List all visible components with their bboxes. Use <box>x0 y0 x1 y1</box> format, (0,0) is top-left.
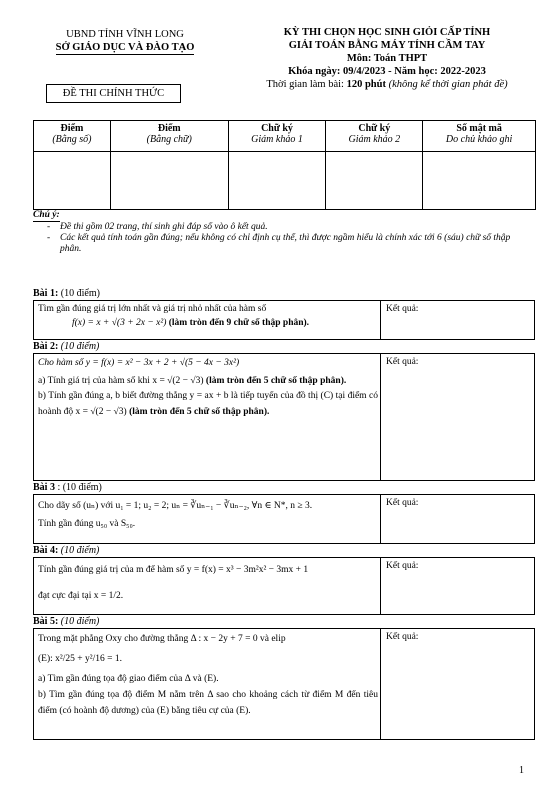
score-words-cell[interactable] <box>110 152 228 210</box>
province-name: UBND TỈNH VĨNH LONG <box>66 29 184 40</box>
official-exam-box: ĐỀ THI CHÍNH THỨC <box>46 84 181 103</box>
header-left <box>30 28 220 55</box>
problem-1-box <box>33 300 535 340</box>
note-item: - Các kết quả tính toán gần đúng; nếu không có chỉ định cụ thể, thì được ngầm hiểu là chính xác tới 6 (sáu) chữ số thập phân. <box>33 233 533 255</box>
problem-5-title: Bài 5: (10 điểm) <box>33 616 100 627</box>
problem-1-text: Tìm gần đúng giá trị lớn nhất và giá trị nhỏ nhất của hàm số f(x) = x + √(3 + 2x − x²) (làm tròn đến 9 chữ số thập phân). <box>38 304 310 328</box>
note-item: - Đề thi gồm 02 trang, thí sinh ghi đáp số vào ô kết quả. <box>33 222 533 233</box>
exam-title: KỲ THI CHỌN HỌC SINH GIỎI CẤP TỈNH <box>283 27 491 38</box>
problem-2-text: Cho hàm số y = f(x) = x² − 3x + 2 + √(5 − 4x − 3x²) a) Tính giá trị của hàm số khi x = √(2 − √3) (làm tròn đến 5 chữ số thập phân). b) Tính gần đúng a, b biết đường thẳng y = ax + b là tiếp tuyến của đồ thị (C) tại điểm có hoành độ x = √(2 − √3) (làm tròn đến 5 chữ số thập phân). <box>38 358 378 417</box>
problem-5-text: Trong mặt phẳng Oxy cho đường thẳng Δ : x − 2y + 7 = 0 và elip (E): x²/25 + y²/16 = 1. a) Tìm gần đúng tọa độ giao điểm của Δ và (E). b) Tìm gần đúng tọa độ điểm M nằm trên Δ sao cho khoảng cách từ điểm M đến tiêu điểm (có hoành độ dương) của (E) bằng tiêu cự của (E). <box>38 634 378 716</box>
problem-2-box <box>33 353 535 481</box>
signature-1-cell[interactable] <box>228 152 326 210</box>
result-label: Kết quả: <box>386 498 419 508</box>
exam-subtitle: GIẢI TOÁN BẰNG MÁY TÍNH CẦM TAY <box>288 40 486 51</box>
signature-col-1: Chữ ký Giám khảo 1 <box>228 121 326 152</box>
problem-3-title: Bài 3 : (10 điểm) <box>33 482 102 493</box>
result-label: Kết quả: <box>386 561 419 571</box>
problem-4-title: Bài 4: (10 điểm) <box>33 545 100 556</box>
result-label: Kết quả: <box>386 304 419 314</box>
problem-1-title: Bài 1: (10 điểm) <box>33 288 100 299</box>
problem-4-text: Tính gần đúng giá trị của m để hàm số y = f(x) = x³ − 3m²x² − 3mx + 1 đạt cực đại tại x = 1/2. <box>38 565 309 601</box>
signature-col-2: Chữ ký Giám khảo 2 <box>326 121 423 152</box>
problem-3-text: Cho dãy số (uₙ) với u₁ = 1; u₂ = 2; uₙ = ∛uₙ₋₁ − ∛uₙ₋₂, ∀n ∈ N*, n ≥ 3. Tính gần đúng u₅₀ và S₅₀. <box>38 501 313 529</box>
note-title: Chú ý: <box>33 210 60 220</box>
score-col-words: Điểm (Bằng chữ) <box>110 121 228 152</box>
page-number: 1 <box>519 765 524 776</box>
secret-code-cell[interactable] <box>423 152 536 210</box>
result-label: Kết quả: <box>386 632 419 642</box>
score-col-number: Điểm (Bằng số) <box>34 121 111 152</box>
problem-4-box <box>33 557 535 615</box>
problem-5-box <box>33 628 535 740</box>
exam-duration: Thời gian làm bài: 120 phút (không kể thời gian phát đề) <box>266 79 508 90</box>
department-name: SỞ GIÁO DỤC VÀ ĐÀO TẠO <box>55 42 195 53</box>
signature-2-cell[interactable] <box>326 152 423 210</box>
subject: Môn: Toán THPT <box>346 53 428 64</box>
score-table <box>33 120 536 210</box>
secret-code-col: Số mật mã Do chủ khảo ghi <box>423 121 536 152</box>
header-right <box>232 26 542 91</box>
note-section <box>33 210 533 255</box>
problem-3-box <box>33 494 535 544</box>
problem-2-title: Bài 2: (10 điểm) <box>33 341 100 352</box>
score-number-cell[interactable] <box>34 152 111 210</box>
exam-date: Khóa ngày: 09/4/2023 - Năm học: 2022-2023 <box>288 66 486 77</box>
result-label: Kết quả: <box>386 357 419 367</box>
